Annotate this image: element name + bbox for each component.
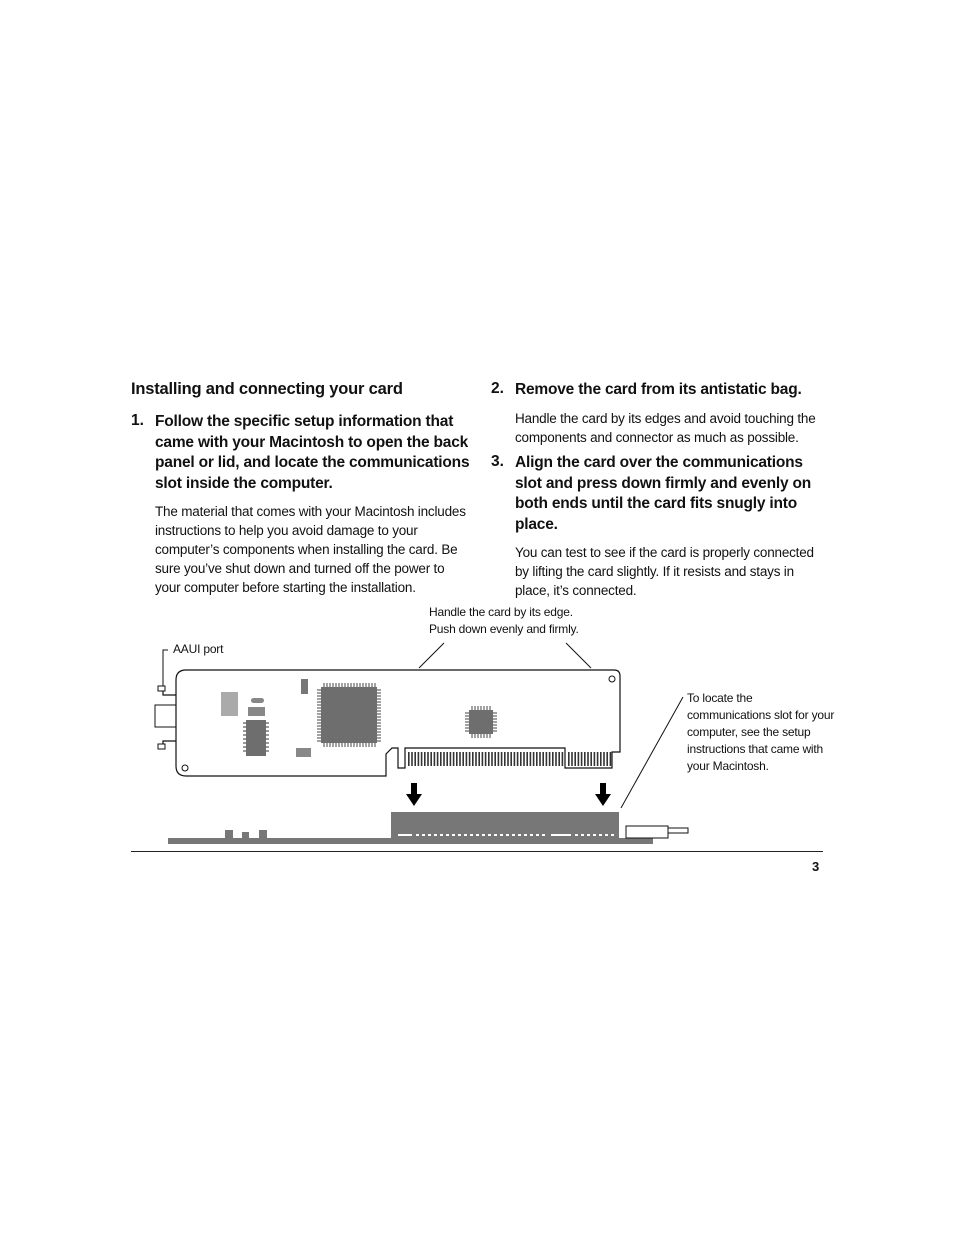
step-title: Remove the card from its antistatic bag. bbox=[515, 381, 802, 398]
dip-chip bbox=[243, 720, 269, 756]
callout-line-slot bbox=[621, 697, 683, 808]
step-body: The material that comes with your Macintosh includes instructions to help you avoid damage to your computer’s components when installing the card. Be sure you’ve shut down and turned off the power to your computer before starting the installation. bbox=[155, 504, 466, 595]
component-small-part bbox=[296, 748, 311, 757]
component-resistor bbox=[251, 698, 264, 703]
press-down-arrow-right bbox=[595, 783, 611, 806]
step-number: 2. bbox=[491, 380, 504, 397]
caption-communications-slot: To locate the communications slot for your computer, see the setup instructions that came with your Macintosh. bbox=[687, 691, 835, 773]
step-title: Align the card over the communications slot and press down firmly and evenly on both ends until the card fits snugly into place. bbox=[515, 454, 812, 533]
step-number: 3. bbox=[491, 453, 504, 470]
secondary-chip bbox=[465, 706, 497, 738]
communications-slot bbox=[391, 812, 619, 839]
step-title: Follow the specific setup information that came with your Macintosh to open the back panel or lid, and locate the communications slot inside the computer. bbox=[155, 413, 470, 492]
caption-line: Push down evenly and firmly. bbox=[429, 622, 579, 636]
step-body: You can test to see if the card is properly connected by lifting the card slightly. If it resists and stays in place, it’s connected. bbox=[515, 545, 814, 598]
caption-card-edge bbox=[429, 604, 579, 638]
main-controller-chip bbox=[317, 683, 381, 747]
page-number: 3 bbox=[812, 859, 820, 874]
caption-line: Handle the card by its edge. bbox=[429, 605, 573, 619]
callout-line-left-edge bbox=[419, 643, 444, 668]
caption-aaui-port: AAUI port bbox=[173, 642, 224, 656]
component-small-chip bbox=[248, 707, 265, 716]
footer-rule bbox=[131, 851, 823, 852]
callout-line-right-edge bbox=[566, 643, 591, 668]
component-capacitor bbox=[221, 692, 238, 716]
press-down-arrow-left bbox=[406, 783, 422, 806]
callout-line-aaui bbox=[163, 650, 168, 690]
component-crystal bbox=[301, 679, 308, 694]
step-number: 1. bbox=[131, 412, 144, 429]
step-body: Handle the card by its edges and avoid touching the components and connector as much as possible. bbox=[515, 410, 816, 445]
section-heading: Installing and connecting your card bbox=[131, 380, 403, 398]
